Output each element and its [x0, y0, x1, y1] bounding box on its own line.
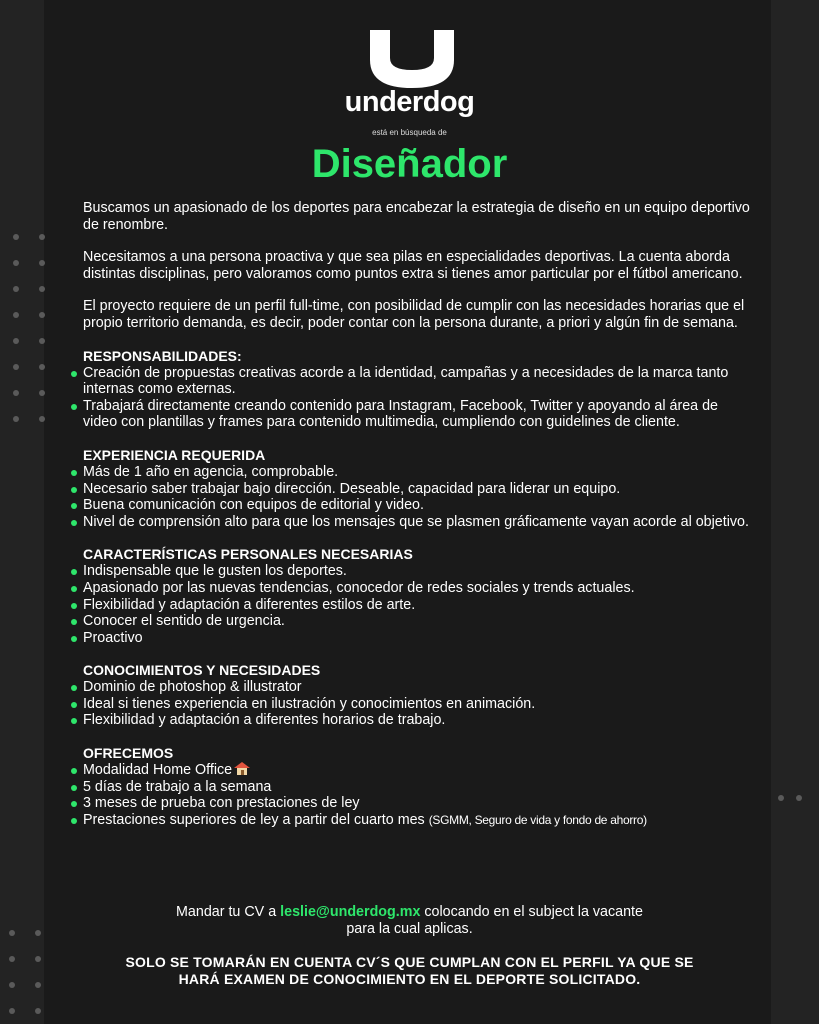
section-heading-responsabilidades: RESPONSABILIDADES:: [83, 347, 242, 364]
section-heading-caracteristicas: CARACTERÍSTICAS PERSONALES NECESARIAS: [83, 546, 413, 563]
intro-paragraph: El proyecto requiere de un perfil full-time, con posibilidad de cumplir con las necesidades horarias que el propio territorio demanda, es decir, poder contar con la persona durante, a priori y algún fin de semana.: [83, 298, 745, 331]
list-item: Creación de propuestas creativas acorde a la identidad, campañas y a necesidades de la marca tanto internas como externas.: [83, 365, 753, 398]
list-item-text: Modalidad Home Office: [83, 762, 233, 779]
house-icon: [234, 762, 250, 775]
decorative-dots-right: [778, 795, 802, 801]
brand-tagline: está en búsqueda de: [372, 128, 447, 137]
decorative-dots-left-top: [13, 234, 45, 422]
list-item: Ideal si tienes experiencia en ilustración y conocimientos en animación.: [83, 696, 753, 713]
job-title: Diseñador: [311, 142, 508, 186]
list-item: Dominio de photoshop & illustrator: [83, 679, 753, 696]
list-item: Proactivo: [83, 630, 753, 647]
apply-suffix: colocando en el subject la vacante: [424, 904, 643, 920]
list-item: Apasionado por las nuevas tendencias, conocedor de redes sociales y trends actuales.: [83, 580, 753, 597]
apply-instructions: [0, 904, 819, 938]
list-item: Indispensable que le gusten los deportes.: [83, 563, 753, 580]
list-item: Buena comunicación con equipos de editorial y video.: [83, 497, 753, 514]
list-item: Trabajará directamente creando contenido para Instagram, Facebook, Twitter y apoyando al área de video con plantillas y frames para contenido multimedia, cumpliendo con guidelines de cliente.: [83, 398, 753, 431]
apply-line2: para la cual aplicas.: [346, 921, 473, 937]
list-item: Nivel de comprensión alto para que los mensajes que se plasmen gráficamente vayan acorde al objetivo.: [83, 514, 753, 531]
list-item-text: Prestaciones superiores de ley a partir del cuarto mes: [83, 811, 425, 828]
list-item: 5 días de trabajo a la semana: [83, 779, 753, 796]
list-item: Conocer el sentido de urgencia.: [83, 613, 753, 630]
benefits-detail: (SGMM, Seguro de vida y fondo de ahorro): [428, 812, 647, 827]
list-conocimientos: [83, 679, 753, 729]
list-item: [83, 762, 753, 779]
section-heading-ofrecemos: OFRECEMOS: [83, 745, 174, 762]
list-item: Flexibilidad y adaptación a diferentes estilos de arte.: [83, 597, 753, 614]
list-caracteristicas: [83, 563, 753, 646]
intro-paragraph: Buscamos un apasionado de los deportes para encabezar la estrategia de diseño en un equipo deportivo de renombre.: [83, 200, 750, 233]
list-responsabilidades: [83, 365, 753, 431]
brand-name: underdog: [344, 86, 475, 118]
list-ofrecemos: [83, 762, 753, 828]
job-description: [83, 200, 753, 828]
apply-email-link[interactable]: leslie@underdog.mx: [280, 904, 421, 920]
intro-paragraph: Necesitamos a una persona proactiva y que sea pilas en especialidades deportivas. La cuenta aborda distintas disciplinas, pero valoramos como puntos extra si tienes amor particular por el fútbol americano.: [83, 249, 743, 282]
list-item: 3 meses de prueba con prestaciones de ley: [83, 795, 753, 812]
underdog-logo-icon: [370, 30, 454, 88]
list-item: Flexibilidad y adaptación a diferentes horarios de trabajo.: [83, 712, 753, 729]
notice-text: [0, 954, 819, 987]
notice-line1: SOLO SE TOMARÁN EN CUENTA CV´S QUE CUMPLAN CON EL PERFIL YA QUE SE: [125, 954, 694, 970]
section-heading-conocimientos: CONOCIMIENTOS Y NECESIDADES: [83, 662, 321, 679]
apply-prefix: Mandar tu CV a: [176, 904, 277, 920]
list-experiencia: [83, 464, 753, 530]
list-item: Más de 1 año en agencia, comprobable.: [83, 464, 753, 481]
section-heading-experiencia: EXPERIENCIA REQUERIDA: [83, 446, 266, 463]
notice-line2: HARÁ EXAMEN DE CONOCIMIENTO EN EL DEPORTE SOLICITADO.: [178, 970, 641, 987]
list-item: Necesario saber trabajar bajo dirección. Deseable, capacidad para liderar un equipo.: [83, 481, 753, 498]
list-item: [83, 812, 753, 829]
